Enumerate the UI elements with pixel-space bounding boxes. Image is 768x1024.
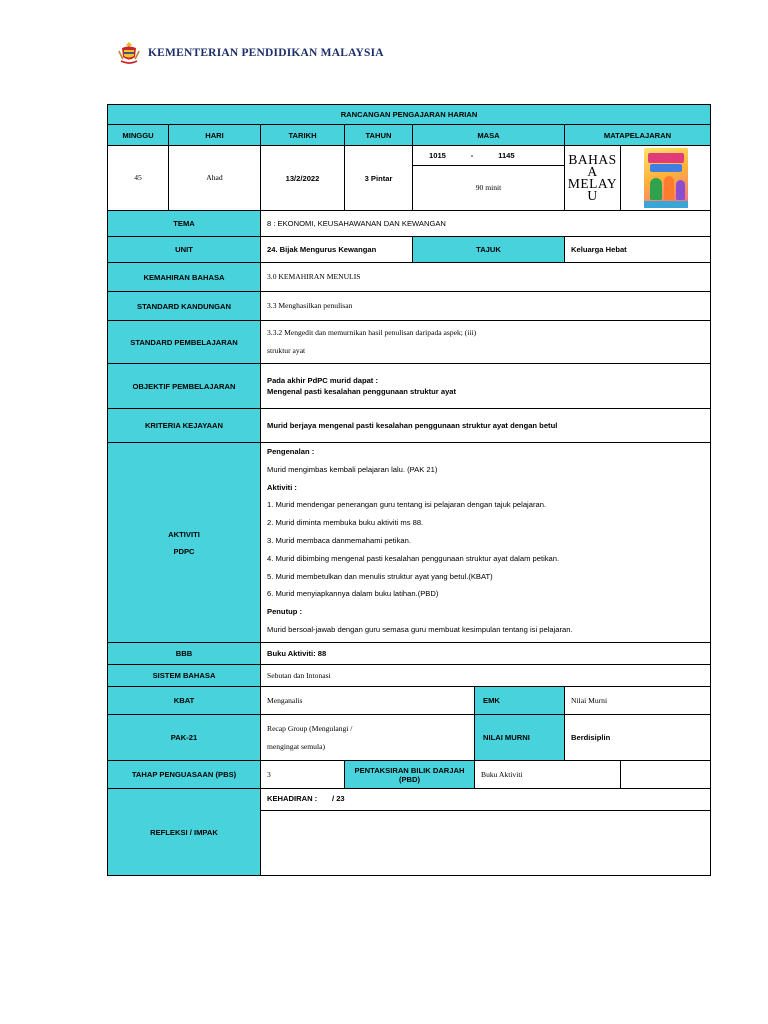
aktiviti-line: 5. Murid membetulkan dan menulis struktur ayat yang betul.(KBAT) bbox=[267, 571, 493, 581]
emk-label: EMK bbox=[475, 687, 565, 715]
aktiviti-label-line: PDPC bbox=[173, 546, 195, 556]
aktiviti-line: Aktiviti : bbox=[267, 482, 297, 492]
masa-separator: - bbox=[470, 151, 474, 160]
pbd-label: PENTAKSIRAN BILIK DARJAH (PBD) bbox=[345, 761, 475, 789]
malaysia-crest-icon bbox=[118, 41, 140, 65]
emk-value: Nilai Murni bbox=[565, 687, 711, 715]
tema-label: TEMA bbox=[108, 211, 261, 237]
tahap-value: 3 bbox=[261, 761, 345, 789]
pbd-value: Buku Aktiviti bbox=[475, 761, 621, 789]
subject-line: A bbox=[587, 164, 598, 179]
objektif-line: Mengenal pasti kesalahan penggunaan struktur ayat bbox=[267, 387, 457, 396]
lesson-plan-table bbox=[107, 104, 711, 876]
kehadiran-value: KEHADIRAN : / 23 bbox=[261, 789, 711, 811]
textbook-cover-icon bbox=[644, 148, 688, 208]
standard-pembelajaran-value bbox=[261, 321, 711, 364]
sistem-bahasa-value: Sebutan dan Intonasi bbox=[261, 665, 711, 687]
unit-value: 24. Bijak Mengurus Kewangan bbox=[261, 237, 413, 263]
matapelajaran-header: MATAPELAJARAN bbox=[565, 125, 711, 146]
unit-label: UNIT bbox=[108, 237, 261, 263]
standard-kandungan-label: STANDARD KANDUNGAN bbox=[108, 292, 261, 321]
aktiviti-line: 6. Murid menyiapkannya dalam buku latihan.(PBD) bbox=[267, 589, 439, 599]
aktiviti-line: Pengenalan : bbox=[267, 447, 315, 456]
hari-value: Ahad bbox=[169, 146, 261, 211]
bbb-label: BBB bbox=[108, 643, 261, 665]
masa-header: MASA bbox=[413, 125, 565, 146]
objektif-label: OBJEKTIF PEMBELAJARAN bbox=[108, 364, 261, 409]
aktiviti-label bbox=[108, 443, 261, 643]
aktiviti-line: 3. Murid membaca danmemahami petikan. bbox=[267, 535, 411, 545]
ministry-header bbox=[118, 40, 384, 66]
pak21-value bbox=[261, 715, 475, 761]
aktiviti-line: 4. Murid dibimbing mengenal pasti kesalahan penggunaan struktur ayat dalam petikan. bbox=[267, 553, 560, 563]
aktiviti-line: 1. Murid mendengar penerangan guru tentang isi pelajaran dengan tajuk pelajaran. bbox=[267, 500, 547, 510]
ministry-name: KEMENTERIAN PENDIDIKAN MALAYSIA bbox=[148, 47, 384, 59]
objektif-value bbox=[261, 364, 711, 409]
kriteria-value: Murid berjaya mengenal pasti kesalahan penggunaan struktur ayat dengan betul bbox=[261, 409, 711, 443]
tajuk-label: TAJUK bbox=[413, 237, 565, 263]
subject-line: U bbox=[587, 188, 598, 203]
aktiviti-line: Penutup : bbox=[267, 607, 303, 617]
tarikh-value: 13/2/2022 bbox=[261, 146, 345, 211]
masa-time bbox=[413, 146, 565, 166]
pbd-empty-cell bbox=[621, 761, 711, 789]
kbat-value: Menganalis bbox=[261, 687, 475, 715]
tema-value: 8 : EKONOMI, KEUSAHAWANAN DAN KEWANGAN bbox=[261, 211, 711, 237]
subject-line: BAHAS bbox=[568, 152, 617, 167]
tahun-header: TAHUN bbox=[345, 125, 413, 146]
sp-line: 3.3.2 Mengedit dan memurnikan hasil penulisan daripada aspek; (iii) bbox=[267, 328, 477, 337]
table-title: RANCANGAN PENGAJARAN HARIAN bbox=[108, 105, 711, 125]
subject-line: MELAY bbox=[567, 176, 618, 191]
subject-cell bbox=[565, 146, 621, 211]
sistem-bahasa-label: SISTEM BAHASA bbox=[108, 665, 261, 687]
pak21-label: PAK-21 bbox=[108, 715, 261, 761]
standard-pembelajaran-label: STANDARD PEMBELAJARAN bbox=[108, 321, 261, 364]
nilai-murni-label: NILAI MURNI bbox=[475, 715, 565, 761]
tarikh-header: TARIKH bbox=[261, 125, 345, 146]
nilai-murni-value: Berdisiplin bbox=[565, 715, 711, 761]
tahun-value: 3 Pintar bbox=[345, 146, 413, 211]
aktiviti-line: Murid mengimbas kembali pelajaran lalu. (PAK 21) bbox=[267, 464, 438, 474]
hari-header: HARI bbox=[169, 125, 261, 146]
kemahiran-label: KEMAHIRAN BAHASA bbox=[108, 263, 261, 292]
kemahiran-value: 3.0 KEMAHIRAN MENULIS bbox=[261, 263, 711, 292]
sp-line: struktur ayat bbox=[267, 346, 306, 355]
tajuk-value: Keluarga Hebat bbox=[565, 237, 711, 263]
aktiviti-content bbox=[261, 443, 711, 643]
objektif-line: Pada akhir PdPC murid dapat : bbox=[267, 376, 378, 385]
refleksi-label: REFLEKSI / IMPAK bbox=[108, 789, 261, 876]
standard-kandungan-value: 3.3 Menghasilkan penulisan bbox=[261, 292, 711, 321]
kbat-label: KBAT bbox=[108, 687, 261, 715]
minggu-value: 45 bbox=[108, 146, 169, 211]
refleksi-notes[interactable] bbox=[261, 811, 711, 876]
duration-value: 90 minit bbox=[413, 166, 565, 211]
minggu-header: MINGGU bbox=[108, 125, 169, 146]
aktiviti-label-line: AKTIVITI bbox=[168, 529, 200, 539]
masa-end: 1145 bbox=[498, 151, 515, 160]
aktiviti-line: Murid bersoal-jawab dengan guru semasa guru membuat kesimpulan tentang isi pelajaran. bbox=[267, 624, 573, 634]
book-cell bbox=[621, 146, 711, 211]
kriteria-label: KRITERIA KEJAYAAN bbox=[108, 409, 261, 443]
pak21-line: mengingat semula) bbox=[267, 741, 325, 751]
tahap-label: TAHAP PENGUASAAN (PBS) bbox=[108, 761, 261, 789]
bbb-value: Buku Aktiviti: 88 bbox=[261, 643, 711, 665]
masa-start: 1015 bbox=[429, 151, 446, 160]
aktiviti-line: 2. Murid diminta membuka buku aktiviti ms 88. bbox=[267, 518, 424, 528]
pak21-line: Recap Group (Mengulangi / bbox=[267, 723, 353, 733]
